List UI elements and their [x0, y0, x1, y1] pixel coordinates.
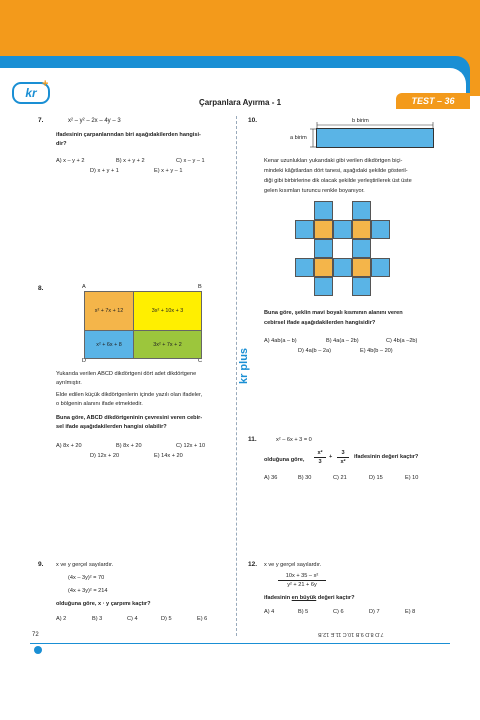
q9-option-c[interactable]: C) 4 [127, 616, 138, 622]
q7-option-d[interactable]: D) x + y + 1 [90, 168, 119, 174]
q10-square [314, 277, 333, 296]
q10-square [371, 258, 390, 277]
q7-option-a[interactable]: A) x – y + 2 [56, 158, 85, 164]
q8-para-line4: o bölgenin alanını ifade etmektedir. [56, 401, 143, 407]
q10-square [295, 258, 314, 277]
page-number: 72 [32, 632, 39, 638]
q7-option-c[interactable]: C) x – y – 1 [176, 158, 205, 164]
q8-cell-top-right: 3x² + 10x + 3 [134, 292, 201, 331]
q10-square [371, 220, 390, 239]
q10-para-line2: mindeki kâğıtlardan dört tanesi, aşağıdaki şekilde gösteril- [264, 168, 408, 174]
q8-option-d[interactable]: D) 12x + 20 [90, 453, 120, 459]
q12-option-e[interactable]: E) 8 [405, 609, 416, 615]
answer-key: 7.D 8.D 9.B 10.C 11.E 12.B [318, 631, 384, 637]
q8-corner-c: C [198, 358, 203, 364]
q10-square [333, 258, 352, 277]
q12-option-c[interactable]: C) 6 [333, 609, 344, 615]
q10-square [333, 220, 352, 239]
brand-logo-plus: + [42, 78, 49, 90]
q8-corner-a: A [82, 284, 86, 290]
q10-square [352, 239, 371, 258]
q8-option-e[interactable]: E) 14x + 20 [154, 453, 183, 459]
q11-option-e[interactable]: E) 10 [405, 475, 419, 481]
q10-stem-line1: Buna göre, şeklin mavi boyalı kısmının alanını veren [264, 310, 403, 316]
q10-b-label: b birim [352, 118, 369, 124]
q11-stem-pre: olduğuna göre, [264, 457, 305, 463]
q10-square [295, 220, 314, 239]
q8-cell-bottom-right: 3x² + 7x + 2 [134, 331, 201, 358]
q10-overlap-square [314, 220, 333, 239]
q7-option-b[interactable]: B) x + y + 2 [116, 158, 145, 164]
q8-rectangle [84, 291, 202, 359]
test-label: TEST – 36 [396, 93, 470, 109]
q11-option-a[interactable]: A) 36 [264, 475, 278, 481]
q10-option-d[interactable]: D) 4a(b – 2a) [298, 348, 331, 354]
q12-stem [264, 594, 354, 602]
q10-para-line4: gelen kısımları turuncu renkle boyanıyor. [264, 188, 365, 194]
q12-stem-emphasis: en büyük [291, 595, 317, 601]
q9-option-a[interactable]: A) 2 [56, 616, 67, 622]
q7-stem-line2: dir? [56, 141, 67, 147]
q11-frac1-num: x² [317, 450, 323, 456]
q10-overlap-square [352, 258, 371, 277]
q7-expression: x² – y² – 2x – 4y – 3 [68, 118, 121, 124]
q12-stem-part1: ifadesinin [264, 595, 291, 601]
q10-a-label: a birim [290, 135, 307, 141]
q8-option-b[interactable]: B) 8x + 20 [116, 443, 142, 449]
q10-para-line3: diği gibi birbirlerine dik olacak şekilde yerleştirilerek üst üste [264, 178, 412, 184]
q8-cell-top-left: x² + 7x + 12 [85, 292, 134, 331]
q8-para-line1: Yukarıda verilen ABCD dikdörtgeni dört adet dikdörtgene [56, 371, 197, 377]
q8-para-line2: ayrılmıştır. [56, 380, 82, 386]
q10-square [314, 201, 333, 220]
q9-option-e[interactable]: E) 6 [197, 616, 208, 622]
footer-dot [34, 646, 42, 654]
q11-frac2-num: 3 [341, 450, 345, 456]
q8-cell-bottom-left: x² + 6x + 8 [85, 331, 134, 358]
q11-option-b[interactable]: B) 30 [298, 475, 312, 481]
q9-option-d[interactable]: D) 5 [161, 616, 172, 622]
page-title: Çarpanlara Ayırma - 1 [198, 98, 282, 107]
q11-equation: x² – 6x + 3 = 0 [276, 437, 312, 443]
footer-rule [30, 643, 450, 644]
q10-option-b[interactable]: B) 4a(a – 2b) [326, 338, 359, 344]
q9-eq1: (4x – 3y)² = 70 [68, 575, 105, 581]
q9-option-b[interactable]: B) 3 [92, 616, 103, 622]
q12-number: 12. [248, 561, 258, 568]
q10-stem-line2: cebirsel ifade aşağıdakilerden hangisidir? [264, 320, 376, 326]
q11-option-c[interactable]: C) 21 [333, 475, 347, 481]
q8-stem-line2: sel ifade aşağıdakilerden hangisi olabilir? [56, 424, 167, 430]
q8-corner-b: B [198, 284, 202, 290]
q12-stem-part2: değeri kaçtır? [317, 595, 355, 601]
q10-paper-rectangle [316, 128, 434, 148]
q12-option-d[interactable]: D) 7 [369, 609, 380, 615]
q10-square [314, 239, 333, 258]
q7-stem-line1: ifadesinin çarpanlarından biri aşağıdakilerden hangisi- [56, 132, 201, 138]
q10-option-e[interactable]: E) 4b(b – 20) [360, 348, 393, 354]
q11-frac2-den: x² [340, 459, 346, 465]
q10-option-c[interactable]: C) 4b(a –2b) [386, 338, 418, 344]
q11-frac1-den: 3 [318, 459, 322, 465]
q11-number: 11. [248, 436, 257, 443]
q8-para-line3: Elde edilen küçük dikdörtgenlerin içinde yazılı olan ifadeler, [56, 392, 203, 398]
q10-square [352, 201, 371, 220]
q12-frac-den: y² + 21 + 6y [287, 582, 317, 588]
q12-frac-num: 10x + 35 – x² [285, 573, 319, 579]
q8-option-a[interactable]: A) 8x + 20 [56, 443, 82, 449]
q9-eq2: (4x + 3y)² = 214 [68, 588, 108, 594]
side-brand: kr plus [238, 347, 251, 385]
q10-option-a[interactable]: A) 4ab(a – b) [264, 338, 297, 344]
q7-number: 7. [38, 117, 44, 124]
q10-number: 10. [248, 117, 258, 124]
q10-overlap-square [352, 220, 371, 239]
brand-logo: kr [12, 82, 50, 104]
q8-stem-line1: Buna göre, ABCD dikdörtgeninin çevresini veren cebir- [56, 415, 203, 421]
q9-intro: x ve y gerçel sayılardır. [56, 562, 114, 568]
q11-option-d[interactable]: D) 15 [369, 475, 383, 481]
q12-option-b[interactable]: B) 5 [298, 609, 309, 615]
q10-para-line1: Kenar uzunlukları yukarıdaki gibi verilen dikdörtgen biçi- [264, 158, 403, 164]
q10-overlap-square [314, 258, 333, 277]
q12-intro: x ve y gerçel sayılardır. [264, 562, 322, 568]
q9-stem: olduğuna göre, x · y çarpımı kaçtır? [56, 601, 151, 607]
q8-option-c[interactable]: C) 12x + 10 [176, 443, 206, 449]
q8-number: 8. [38, 285, 44, 292]
q8-corner-d: D [82, 358, 87, 364]
q7-option-e[interactable]: E) x + y – 1 [154, 168, 183, 174]
q11-stem-post: ifadesinin değeri kaçtır? [354, 454, 419, 460]
q11-plus: + [329, 454, 333, 460]
q9-number: 9. [38, 561, 44, 568]
q12-option-a[interactable]: A) 4 [264, 609, 275, 615]
q10-square [352, 277, 371, 296]
